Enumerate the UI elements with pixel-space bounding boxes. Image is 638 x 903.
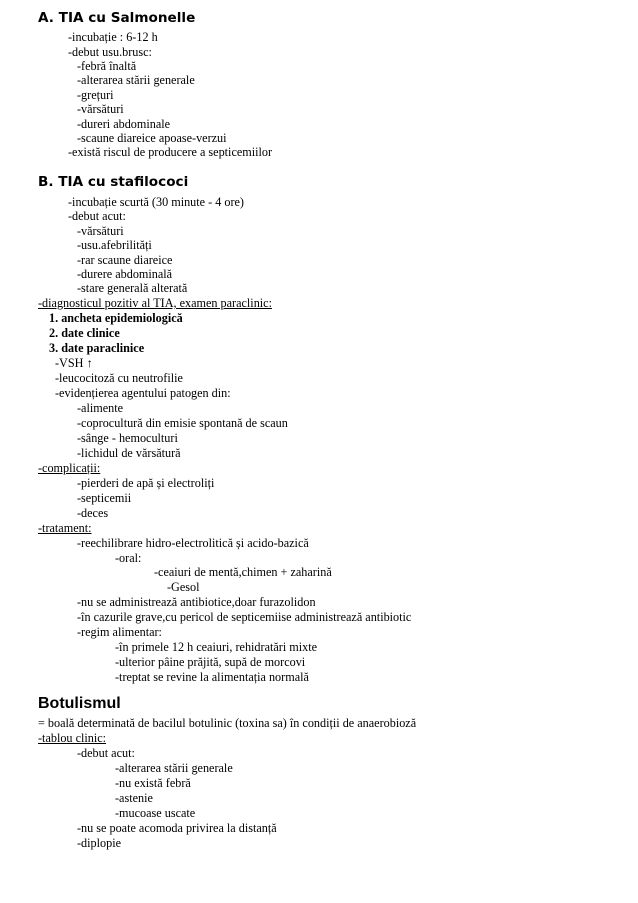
a-dureri: -dureri abdominale	[77, 117, 171, 131]
trat-antibiotice: -nu se administrează antibiotice,doar furazolidon	[77, 595, 316, 609]
a-febra: -febră înaltă	[77, 59, 137, 73]
b-stare: -stare generală alterată	[77, 281, 188, 295]
a-alterarea: -alterarea stării generale	[77, 73, 195, 87]
b-varsaturi: -vărsături	[77, 224, 124, 238]
diag-leucocitoza: -leucocitoză cu neutrofilie	[55, 371, 183, 385]
a-risc: -există riscul de producere a septicemiilor	[68, 145, 273, 159]
trat-regim: -regim alimentar:	[77, 625, 162, 639]
trat-ulterior: -ulterior pâine prăjită, supă de morcovi	[115, 655, 306, 669]
diagnostic-item-3: 3. date paraclinice	[49, 341, 145, 355]
diag-sange: -sânge - hemoculturi	[77, 431, 178, 445]
trat-ceaiuri: -ceaiuri de mentă,chimen + zaharină	[154, 565, 332, 579]
diag-lichidul: -lichidul de vărsătură	[77, 446, 181, 460]
diag-vsh: -VSH ↑	[55, 356, 93, 370]
diagnostic-item-1: 1. ancheta epidemiologică	[49, 311, 183, 325]
b-durere: -durere abdominală	[77, 267, 173, 281]
diagnostic-item-2: 2. date clinice	[49, 326, 120, 340]
tratament-title: -tratament:	[38, 521, 92, 535]
b-afebrilitati: -usu.afebrilități	[77, 238, 152, 252]
bot-mucoase: -mucoase uscate	[115, 806, 196, 820]
bot-acomoda: -nu se poate acomoda privirea la distanță	[77, 821, 277, 835]
compl-pierderi: -pierderi de apă și electroliți	[77, 476, 215, 490]
diagnostic-title: -diagnosticul pozitiv al TIA, examen paraclinic:	[38, 296, 272, 310]
section-b-title: B. TIA cu stafilococi	[38, 174, 189, 190]
diag-evidentierea: -evidențierea agentului patogen din:	[55, 386, 231, 400]
trat-gesol: -Gesol	[167, 580, 200, 594]
bot-debut: -debut acut:	[77, 746, 135, 760]
compl-deces: -deces	[77, 506, 109, 520]
trat-cazuri: -în cazurile grave,cu pericol de septicemiise administrează antibiotic	[77, 610, 412, 624]
trat-treptat: -treptat se revine la alimentația normală	[115, 670, 309, 684]
a-greturi: -grețuri	[77, 88, 114, 102]
section-a-title: A. TIA cu Salmonelle	[38, 10, 196, 26]
b-incubatie: -incubație scurtă (30 minute - 4 ore)	[68, 195, 244, 209]
compl-septicemii: -septicemii	[77, 491, 132, 505]
diag-coprocultura: -coprocultură din emisie spontană de scaun	[77, 416, 288, 430]
a-varsaturi: -vărsături	[77, 102, 124, 116]
complicatii-title: -complicații:	[38, 461, 101, 475]
a-debut: -debut usu.brusc:	[68, 45, 152, 59]
a-scaune: -scaune diareice apoase-verzui	[77, 131, 227, 145]
trat-primele: -în primele 12 h ceaiuri, rehidratări mixte	[115, 640, 318, 654]
bot-definitie: = boală determinată de bacilul botulinic (toxina sa) în condiții de anaerobioză	[38, 716, 417, 730]
diag-alimente: -alimente	[77, 401, 124, 415]
bot-alterarea: -alterarea stării generale	[115, 761, 233, 775]
a-incubatie: -incubație : 6-12 h	[68, 30, 158, 44]
bot-astenie: -astenie	[115, 791, 153, 805]
bot-febra: -nu există febră	[115, 776, 191, 790]
trat-reechilibrare: -reechilibrare hidro-electrolitică și acido-bazică	[77, 536, 309, 550]
bot-diplopie: -diplopie	[77, 836, 122, 850]
botulism-title: Botulismul	[38, 695, 121, 712]
b-debut: -debut acut:	[68, 209, 126, 223]
bot-tablou: -tablou clinic:	[38, 731, 107, 745]
b-scaune: -rar scaune diareice	[77, 253, 173, 267]
trat-oral: -oral:	[115, 551, 142, 565]
